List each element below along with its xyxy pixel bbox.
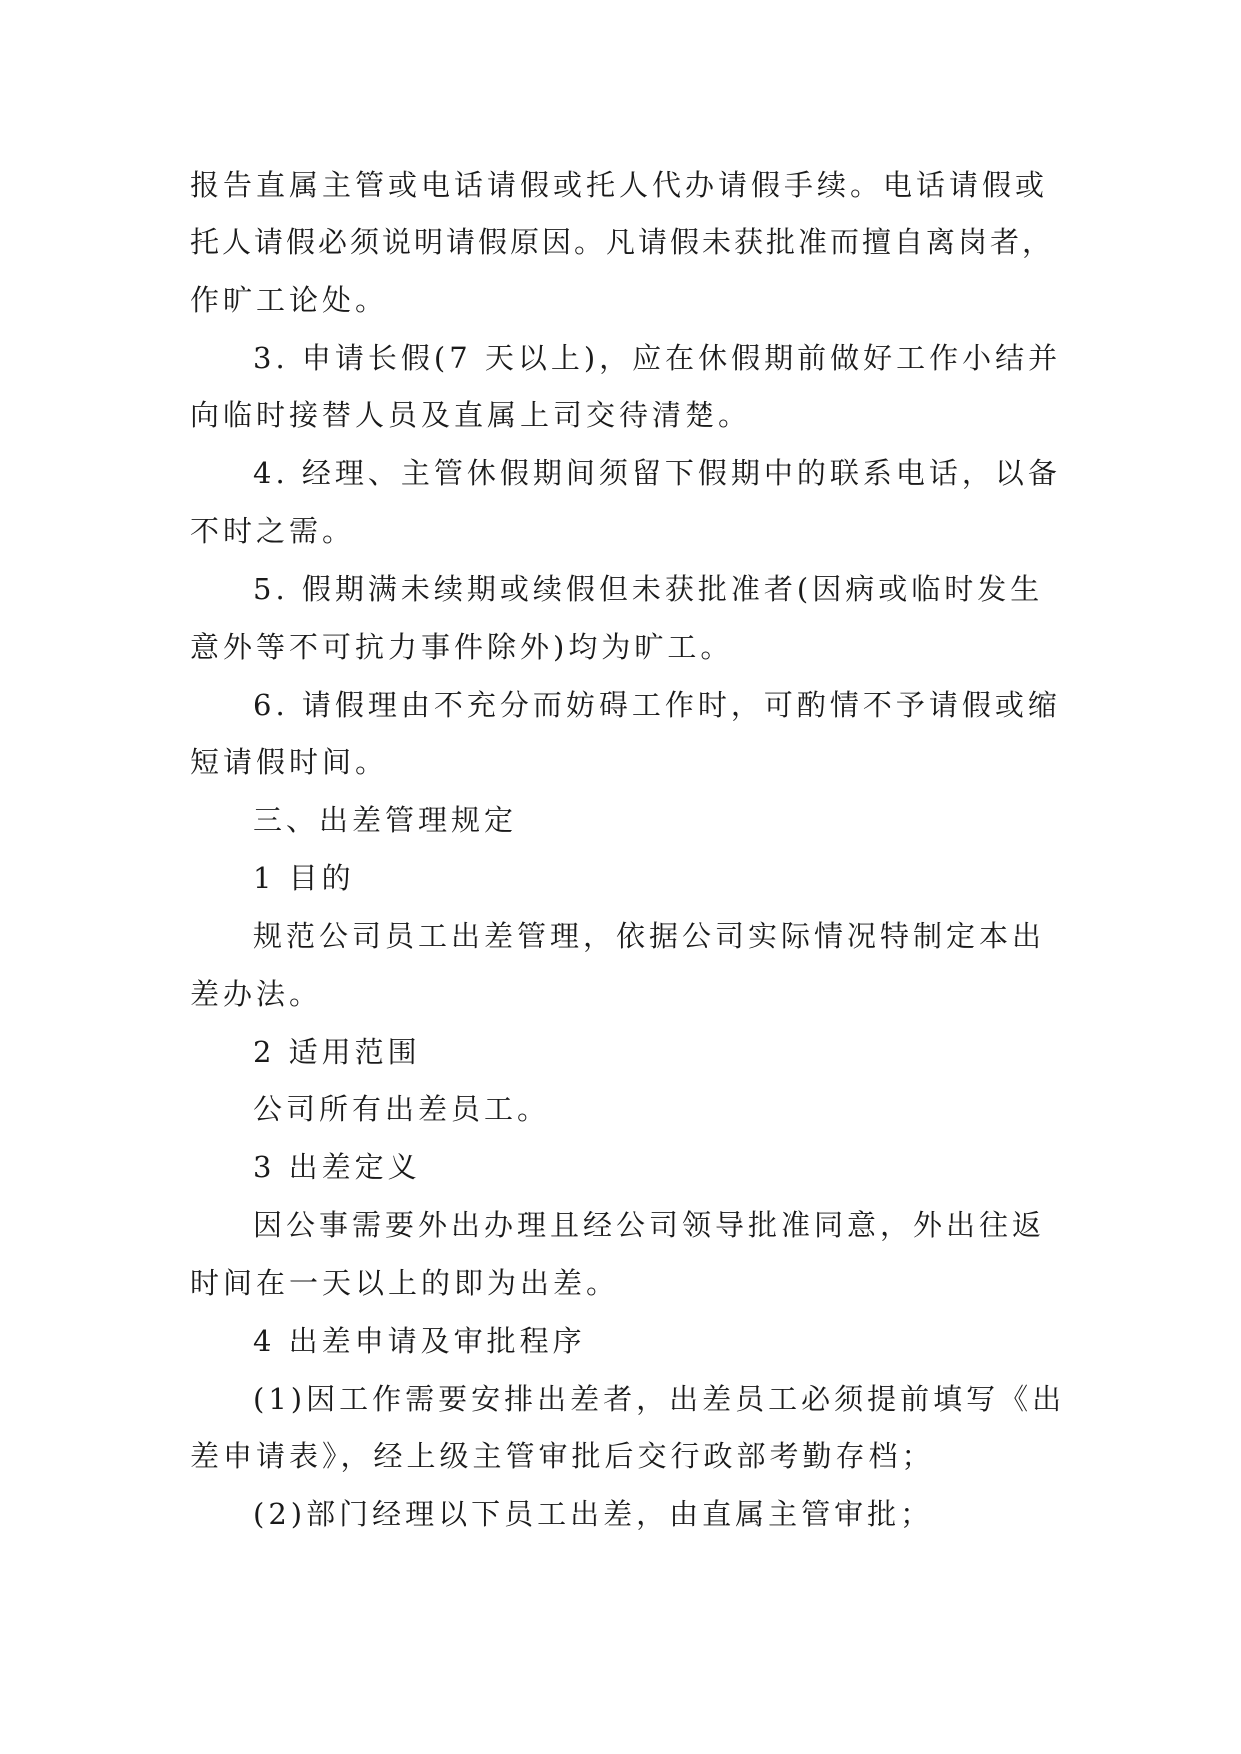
text-line: 公司所有出差员工。	[253, 1092, 551, 1126]
text-line: (1)因工作需要安排出差者，出差员工必须提前填写《出	[253, 1382, 1066, 1416]
text-line: 时间在一天以上的即为出差。	[190, 1266, 620, 1300]
text-line: 差办法。	[190, 977, 323, 1011]
text-line: 不时之需。	[190, 514, 356, 548]
subsection-heading: 3 出差定义	[253, 1150, 421, 1184]
text-line: 短请假时间。	[190, 745, 389, 779]
text-line: 意外等不可抗力事件除外)均为旷工。	[190, 630, 734, 664]
text-line: 规范公司员工出差管理，依据公司实际情况特制定本出	[253, 919, 1046, 953]
text-line: (2)部门经理以下员工出差，由直属主管审批；	[253, 1497, 934, 1531]
text-line: 作旷工论处。	[190, 283, 389, 317]
text-line: 差申请表》，经上级主管审批后交行政部考勤存档；	[190, 1439, 935, 1473]
section-heading: 三、出差管理规定	[253, 803, 518, 837]
text-line: 6. 请假理由不充分而妨碍工作时，可酌情不予请假或缩	[253, 688, 1061, 722]
text-line: 托人请假必须说明请假原因。凡请假未获批准而擅自离岗者，	[190, 225, 1055, 259]
subsection-heading: 1 目的	[253, 861, 355, 895]
text-line: 5. 假期满未续期或续假但未获批准者(因病或临时发生	[253, 572, 1044, 606]
text-line: 3. 申请长假(7 天以上)，应在休假期前做好工作小结并	[253, 341, 1062, 375]
subsection-heading: 2 适用范围	[253, 1035, 421, 1069]
subsection-heading: 4 出差申请及审批程序	[253, 1324, 586, 1358]
text-line: 因公事需要外出办理且经公司领导批准同意，外出往返	[253, 1208, 1046, 1242]
text-line: 向临时接替人员及直属上司交待清楚。	[190, 398, 752, 432]
text-line: 报告直属主管或电话请假或托人代办请假手续。电话请假或	[190, 168, 1049, 202]
text-line: 4. 经理、主管休假期间须留下假期中的联系电话，以备	[253, 456, 1061, 490]
